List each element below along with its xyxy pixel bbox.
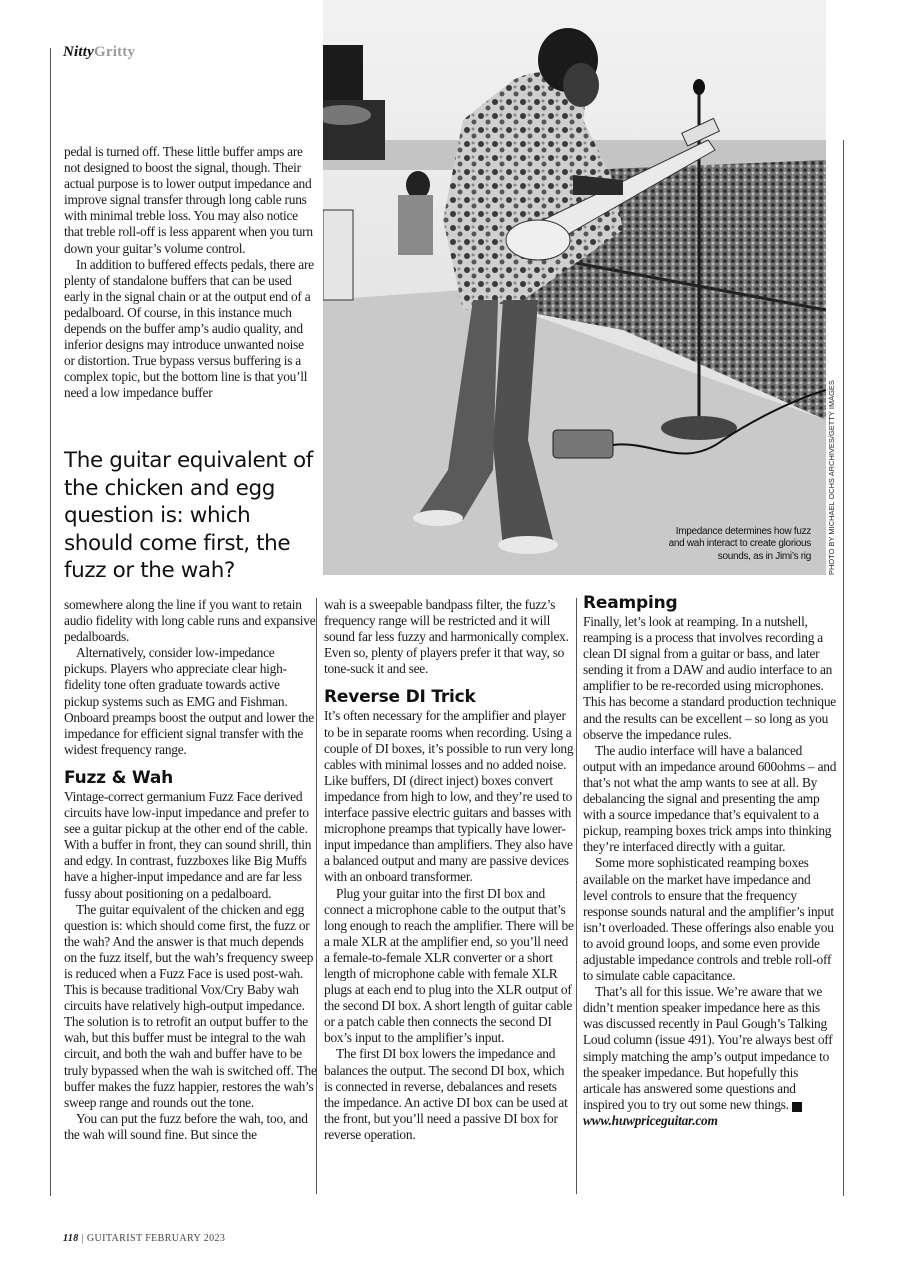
column-2 [324,597,574,1143]
pull-quote: The guitar equivalent of the chicken and egg question is: which should come first, the fuzz or the wah? [64,448,313,583]
author-website-link[interactable]: www.huwpriceguitar.com [583,1112,718,1128]
paragraph: Vintage-correct germanium Fuzz Face derived circuits have low-input impedance and prefer to see a guitar pickup at the other end of the cable. With a buffer in front, they can sound shrill, thin and edgy. In contrast, fuzzboxes like Big Muffs have a higher-input impedance and are far less fussy about positioning on a pedalboard. [64,788,312,901]
section-heading-reamping: Reamping [583,593,678,613]
page-footer [63,1233,225,1244]
section-tag-part2: Gritty [94,44,136,60]
paragraph: It’s often necessary for the amplifier and player to be in separate rooms when recording. Using a couple of DI boxes, it’s possible to run very long cables with minimal losses and no added noise. Like buffers, DI (direct inject) boxes convert impedance from high to low, and they’re used to interface passive electric guitars and basses with microphone preamps that typically have lower-input impedance than amplifiers. They also have a balanced output and many are passive devices with an onboard transformer. [324,708,574,885]
paragraph: Some more sophisticated reamping boxes available on the market have impedance and level controls to ensure that the frequency response sounds natural and the amplifier’s input isn’t overloaded. These offerings also enable you to avoid ground loops, and some even provide adjustable impedance controls and treble roll-off to simulate cable capacitance. [583,855,834,984]
hero-photo [323,0,826,575]
column-rule-2 [576,598,577,1194]
paragraph: The first DI box lowers the impedance and balances the output. The second DI box, which is connected in reverse, debalances and resets the impedance. An active DI box can be used at the front, but you’ll need a passive DI box for reverse operation. [324,1046,568,1142]
section-heading-fuzz-wah: Fuzz & Wah [64,767,174,788]
paragraph: Alternatively, consider low-impedance pickups. Players who appreciate clear high-fidelity tone often graduate towards active pickup systems such as EMG and Fishman. Onboard preamps boost the output and lower the impedance for efficient signal transfer with the widest frequency range. [64,645,314,757]
section-heading-reverse-di-trick: Reverse DI Trick [324,687,476,708]
photo-caption: Impedance determines how fuzz and wah interact to create glorious sounds, as in Jimi’s rig [668,525,811,562]
column-3 [583,593,837,1129]
column-1 [64,597,317,1143]
concert-photo-illustration [323,0,826,575]
paragraph: You can put the fuzz before the wah, too, and the wah will sound fine. But since the [64,1110,308,1142]
top-left-column [64,144,317,402]
paragraph [583,984,837,1113]
closing-paragraph-text: That’s all for this issue. We’re aware that we didn’t mention speaker impedance here as this was discussed recently in Paul Gough’s Talking Loud column (issue 491). You’re always best off simply matching the amp’s output impedance to the speaker impedance. But hopefully this articale has answered some questions and inspired you to try out some new things. [583,984,833,1112]
paragraph: The audio interface will have a balanced output with an impedance around 600ohms – and that’s not what the amp wants to see at all. By debalancing the signal and presenting the amp with a source impedance that’s equivalent to a pickup, reamping boxes trick amps into thinking they’re interfaced directly with a guitar. [583,742,837,855]
paragraph: Finally, let’s look at reamping. In a nutshell, reamping is a process that involves recording a clean DI signal from a guitar or bass, and later sending it from a DAW and audio interface to an amplifier to be re-recorded using microphones. This has become a standard production technique and the results can be excellent – so long as you observe the impedance rules. [583,614,837,742]
publication-name: GUITARIST [86,1233,143,1244]
section-tag-part1: Nitty [63,44,94,60]
paragraph: wah is a sweepable bandpass filter, the fuzz’s frequency range will be restricted and it will sound far less fuzzy and harmonically complex. Even so, plenty of players prefer it that way, so tone-suck it and see. [324,597,569,677]
issue-date: FEBRUARY 2023 [145,1233,226,1244]
paragraph: pedal is turned off. These little buffer amps are not designed to boost the signal, though. Their actual purpose is to lower output impedance and improve signal transfer through long cable runs with minimal treble loss. You may also notice that treble roll-off is less apparent when you turn down your guitar’s volume control. [64,144,313,256]
section-tag [63,44,135,61]
paragraph: somewhere along the line if you want to retain audio fidelity with long cable runs and expansive pedalboards. [64,597,316,645]
paragraph: In addition to buffered effects pedals, there are plenty of standalone buffers that can be used early in the signal chain or at the output end of a pedalboard. Of course, in this instance much depends on the buffer amp’s audio quality, and inferior designs may introduce unwanted noise or distortion. True bypass versus buffering is a complex topic, but the bottom line is that you’ll need a low impedance buffer [64,256,314,401]
end-mark-icon: G [792,1102,802,1112]
page-number: 118 [63,1233,79,1244]
left-margin-rule [50,48,51,1196]
paragraph: Plug your guitar into the first DI box and connect a microphone cable to the output that’s long enough to reach the amplifier. There will be a male XLR at the amplifier end, so you’ll need a female-to-female XLR converter or a short length of microphone cable with female XLR plugs at each end to plug into the XLR output of the second DI box. A short length of guitar cable or a patch cable then connects the second DI box’s input to the amplifier’s input. [324,885,574,1046]
footer-separator: | [81,1233,84,1244]
paragraph: The guitar equivalent of the chicken and egg question is: which should come first, the fuzz or the wah? And the answer is that much depends on the fuzz itself, but the wah’s frequency sweep is reduced when a Fuzz Face is used post-wah. This is because traditional Vox/Cry Baby wah circuits have relatively high-output impedance. The solution is to retrofit an output buffer to the wah, but this buffer must be integral to the wah circuit, and both the wah and buffer have to be truly bypassed when the wah is switched off. The buffer makes the fuzz happier, restores the wah’s sweep range and rounds out the tone. [64,901,317,1110]
photo-credit: PHOTO BY MICHAEL OCHS ARCHIVES/GETTY IMAGES [827,380,836,575]
right-margin-rule [843,140,844,1196]
